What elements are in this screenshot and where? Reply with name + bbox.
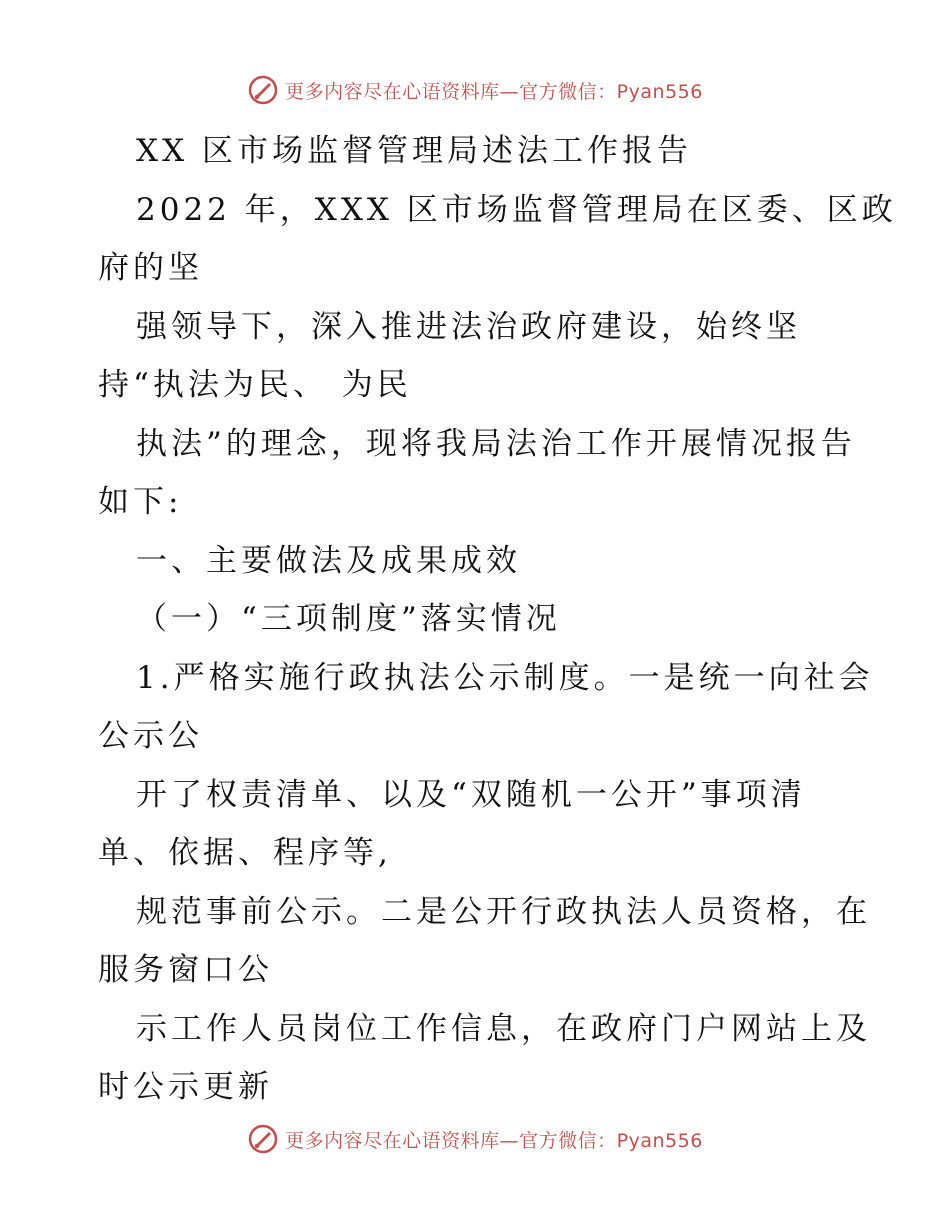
watermark-text: 更多内容尽在心语资料库—官方微信：Pyan556 (285, 80, 703, 103)
paragraph-line: 执法”的理念，现将我局法治工作开展情况报告 (136, 425, 856, 462)
paragraph-line: 规范事前公示。二是公开行政执法人员资格，在 (136, 893, 871, 930)
watermark-text: 更多内容尽在心语资料库—官方微信：Pyan556 (285, 1129, 703, 1152)
paragraph-line: 服务窗口公 (98, 952, 273, 988)
paragraph-line: 如下: (98, 484, 183, 520)
paragraph-line: 2022 年，XXX 区市场监督管理局在区委、区政 (136, 191, 897, 228)
paragraph-line: 单、依据、程序等, (98, 835, 392, 871)
paragraph-line: 府的坚 (98, 250, 203, 286)
paragraph-line: 1.严格实施行政执法公示制度。一是统一向社会 (136, 659, 874, 696)
paragraph-line: 公示公 (98, 718, 203, 754)
footer-watermark-banner (0, 1119, 950, 1159)
document-title: XX 区市场监督管理局述法工作报告 (136, 133, 692, 169)
paragraph-line: 持“执法为民、 为民 (98, 367, 412, 403)
header-watermark-banner (0, 70, 950, 110)
paragraph-line: 一、主要做法及成果成效 (136, 542, 521, 579)
paragraph-line: 强领导下，深入推进法治政府建设，始终坚 (136, 308, 801, 345)
brush-logo-icon (247, 1123, 279, 1155)
brush-logo-icon (247, 74, 279, 106)
paragraph-line: （一）“三项制度”落实情况 (136, 601, 561, 637)
paragraph-line: 开了权责清单、以及“双随机一公开”事项清 (136, 776, 806, 813)
paragraph-line: 示工作人员岗位工作信息，在政府门户网站上及 (136, 1010, 871, 1047)
paragraph-line: 时公示更新 (98, 1069, 273, 1105)
document-body (98, 122, 897, 1117)
